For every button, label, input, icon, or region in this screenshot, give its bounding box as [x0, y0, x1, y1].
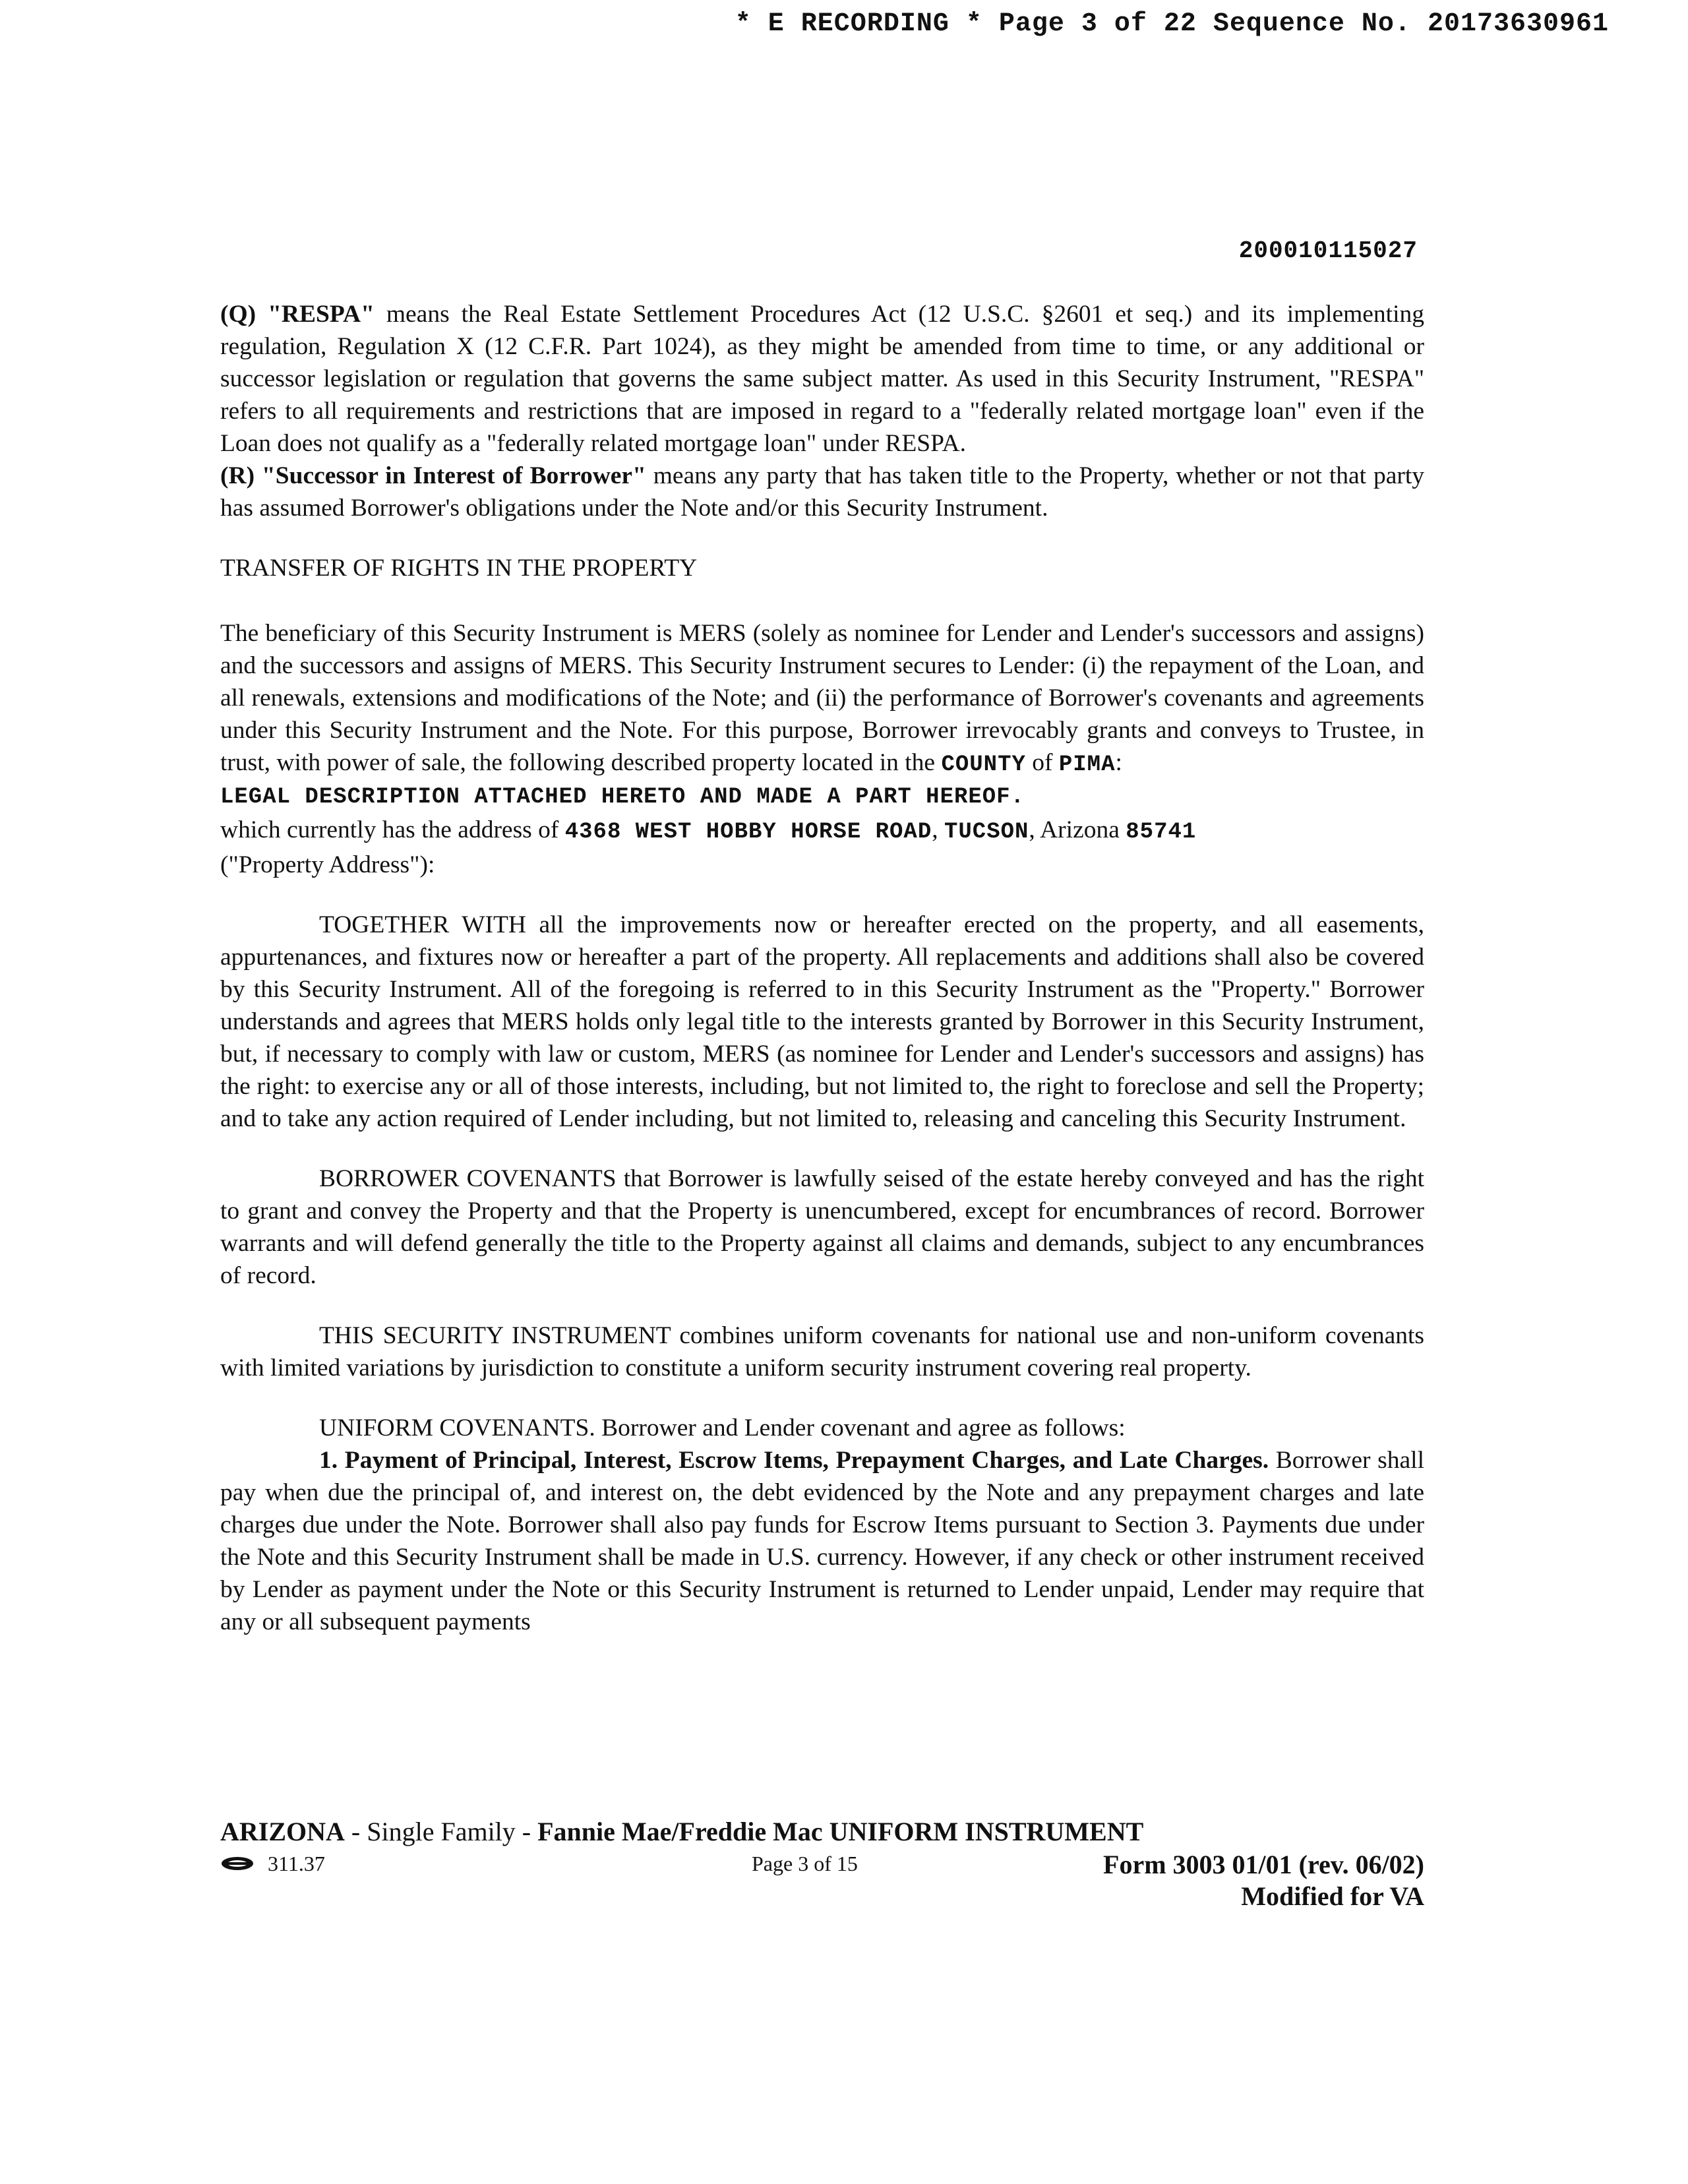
together-with-paragraph: TOGETHER WITH all the improvements now or hereafter erected on the property, and all easements, appurtenances, and fixtures now or hereafter a part of the property. All replacements and additions shall also be covered by this Security Instrument. All of the foregoing is referred to in this Security Instrument as the "Property." Borrower understands and agrees that MERS holds only legal title to the interests granted by Borrower in this Security Instrument, but, if necessary to comply with law or custom, MERS (as nominee for Lender and Lender's successors and assigns) has the right: to exercise any or all of those interests, including, but not limited to, the right to foreclose and sell the Property; and to take any action required of Lender including, but not limited to, releasing and canceling this Security Instrument.: [220, 911, 1424, 1132]
beneficiary-text: The beneficiary of this Security Instrument is MERS (solely as nominee for Lender and Lender's successors and assigns) and the successors and assigns of MERS. This Security Instrument secures to Lender: (i) the repayment of the Loan, and all renewals, extensions and modifications of the Note; and (ii) the performance of Borrower's covenants and agreements under this Security Instrument and the Note. For this purpose, Borrower irrevocably grants and conveys to Trustee, in trust, with power of sale, the following described property located in the: [220, 620, 1424, 776]
vendor-logo-icon: [220, 1855, 255, 1872]
footer-uniform-instrument: Fannie Mae/Freddie Mac UNIFORM INSTRUMENT: [537, 1817, 1144, 1846]
section-r-label: (R) "Successor in Interest of Borrower": [220, 462, 646, 489]
section-q: [220, 298, 1424, 460]
recording-header: * E RECORDING * Page 3 of 22 Sequence No. 20173630961: [735, 9, 1609, 39]
page-footer: [220, 1815, 1424, 1915]
covenant-1-text: Borrower shall pay when due the principal of, and interest on, the debt evidenced by the Note and any prepayment charges and late charges due under the Note. Borrower shall also pay funds for Escrow Items pursuant to Section 3. Payments due under the Note and this Security Instrument shall be made in U.S. currency. However, if any check or other instrument received by Lender as payment under the Note or this Security Instrument is returned to Lender unpaid, Lender may require that any or all subsequent payments: [220, 1447, 1424, 1635]
footer-form-number-group: [1103, 1849, 1424, 1912]
borrower-covenants-paragraph: BORROWER COVENANTS that Borrower is lawfully seised of the estate hereby conveyed and has the right to grant and convey the Property and that the Property is unencumbered, except for encumbrances of record. Borrower warrants and will defend generally the title to the Property against all claims and demands, subject to any encumbrances of record.: [220, 1165, 1424, 1289]
security-instrument-paragraph: THIS SECURITY INSTRUMENT combines uniform covenants for national use and non-uniform covenants with limited variations by jurisdiction to constitute a uniform security instrument covering real property.: [220, 1322, 1424, 1381]
covenant-1-paragraph: [220, 1444, 1424, 1638]
transfer-heading: TRANSFER OF RIGHTS IN THE PROPERTY: [220, 555, 698, 582]
footer-form-number: Form 3003 01/01 (rev. 06/02): [1103, 1850, 1424, 1879]
footer-state: ARIZONA: [220, 1817, 345, 1846]
section-r-text: means any party that has taken title to the Property, whether or not that party has assumed Borrower's obligations under the Note and/or this Security Instrument.: [220, 462, 1424, 522]
city: TUCSON: [944, 820, 1029, 845]
covenant-1-heading: 1. Payment of Principal, Interest, Escrow Items, Prepayment Charges, and Late Charges.: [319, 1447, 1269, 1474]
colon: :: [1115, 749, 1122, 776]
state-text: , Arizona: [1029, 816, 1126, 843]
county-word: COUNTY: [941, 752, 1026, 777]
of-word: of: [1025, 749, 1059, 776]
section-q-text: means the Real Estate Settlement Procedures Act (12 U.S.C. §2601 et seq.) and its implementing regulation, Regulation X (12 C.F.R. Part 1024), as they might be amended from time to time, or any additional or successor legislation or regulation that governs the same subject matter. As used in this Security Instrument, "RESPA" refers to all requirements and restrictions that are imposed in regard to a "federally related mortgage loan" even if the Loan does not qualify as a "federally related mortgage loan" under RESPA.: [220, 301, 1424, 457]
section-q-label: (Q) "RESPA": [220, 301, 375, 328]
footer-title: [220, 1815, 1424, 1849]
footer-single-family: - Single Family -: [344, 1817, 538, 1846]
property-address-label: ("Property Address"):: [220, 851, 435, 878]
footer-page-label: Page 3 of 15: [752, 1852, 858, 1875]
document-body: [220, 298, 1424, 1638]
address-line: [220, 814, 1424, 849]
footer-form-code-group: [220, 1849, 325, 1878]
street-address: 4368 WEST HOBBY HORSE ROAD: [564, 820, 932, 845]
address-prefix: which currently has the address of: [220, 816, 565, 843]
legal-description: LEGAL DESCRIPTION ATTACHED HERETO AND MADE A PART HEREOF.: [220, 785, 1025, 810]
county-name: PIMA: [1058, 752, 1116, 777]
uniform-covenants-paragraph: UNIFORM COVENANTS. Borrower and Lender covenant and agree as follows:: [319, 1414, 1126, 1441]
address-comma: ,: [932, 816, 944, 843]
footer-modified-for: Modified for VA: [1241, 1881, 1424, 1911]
zip-code: 85741: [1126, 820, 1197, 845]
document-number: 200010115027: [1238, 237, 1418, 264]
section-r: [220, 460, 1424, 524]
beneficiary-paragraph: [220, 617, 1424, 781]
footer-form-code: 311.37: [268, 1852, 325, 1875]
